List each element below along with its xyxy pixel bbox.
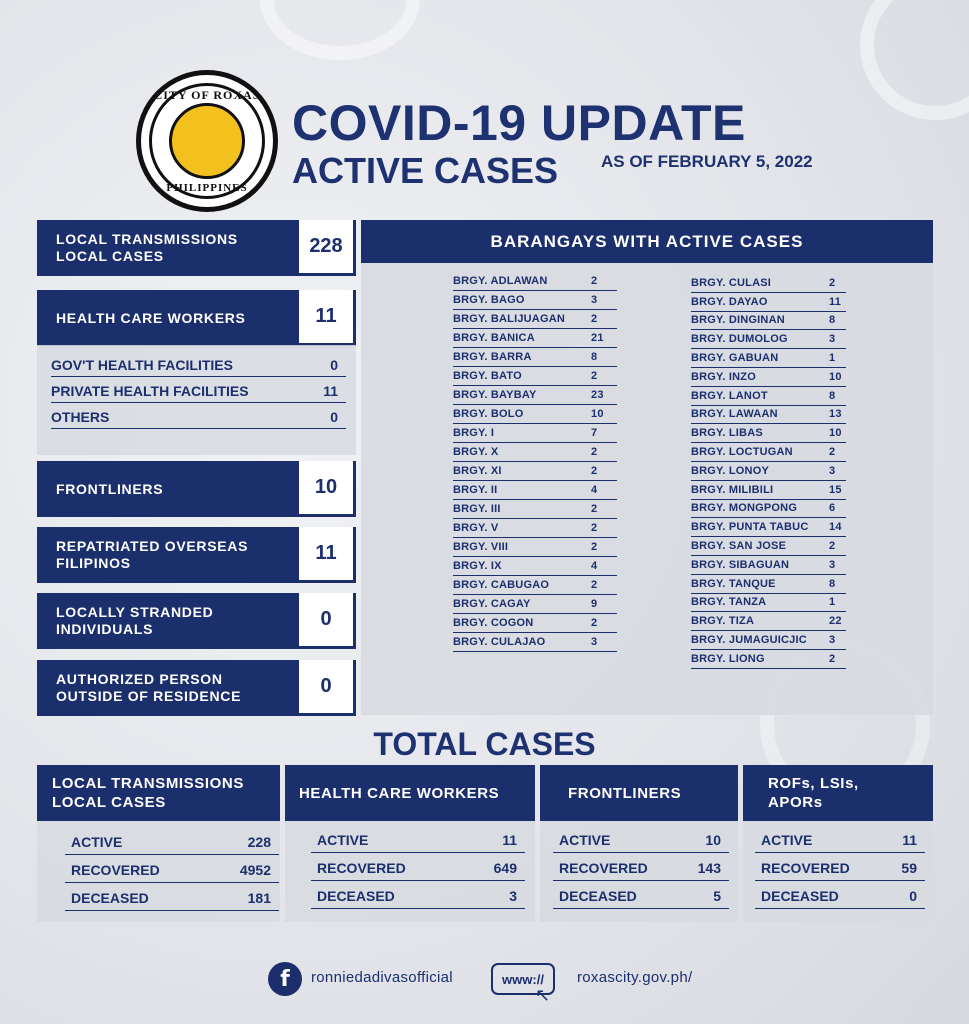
barangay-name: BRGY. LONOY	[691, 464, 769, 477]
barangay-row	[453, 500, 617, 519]
barangay-count: 3	[829, 464, 836, 477]
barangay-row	[691, 518, 846, 537]
total-row-deceased	[311, 883, 525, 909]
barangay-count: 2	[591, 275, 598, 287]
barangay-row	[691, 406, 846, 425]
barangay-row	[691, 594, 846, 613]
label-line: AUTHORIZED PERSON	[56, 671, 223, 687]
barangays-panel	[361, 220, 933, 715]
barangay-name: BRGY. BATO	[453, 370, 522, 382]
barangay-row	[691, 330, 846, 349]
row-label: DECEASED	[317, 887, 395, 904]
barangay-count: 8	[591, 351, 598, 363]
header-line: APORs	[768, 794, 823, 811]
barangay-row	[453, 443, 617, 462]
website-icon[interactable]: www://	[491, 963, 555, 995]
barangay-row	[453, 557, 617, 576]
barangay-row	[691, 293, 846, 312]
background-virus-shape	[260, 0, 420, 60]
breakdown-label: OTHERS	[51, 408, 110, 425]
barangay-row	[453, 595, 617, 614]
frontliners-value: 10	[299, 461, 356, 517]
row-label: DECEASED	[71, 889, 149, 906]
total-frontliners-panel	[540, 765, 738, 922]
total-row-recovered	[311, 855, 525, 881]
barangay-name: BRGY. INZO	[691, 370, 756, 383]
barangay-count: 3	[591, 294, 598, 306]
barangay-row	[453, 519, 617, 538]
barangay-row	[691, 424, 846, 443]
barangay-row	[453, 614, 617, 633]
row-label: ACTIVE	[317, 831, 369, 848]
barangay-row	[453, 329, 617, 348]
header-line: LOCAL CASES	[52, 794, 166, 811]
total-row-active	[65, 829, 279, 855]
total-row-recovered	[553, 855, 729, 881]
city-seal-logo	[136, 70, 278, 212]
barangay-row	[691, 500, 846, 519]
row-value: 0	[909, 887, 917, 904]
frontliners-label	[37, 461, 299, 517]
hcw-stat	[37, 290, 356, 346]
barangay-count: 15	[829, 483, 842, 496]
barangay-name: BRGY. DINGINAN	[691, 314, 785, 327]
barangay-row	[453, 481, 617, 500]
barangay-name: BRGY. MONGPONG	[691, 502, 798, 515]
barangays-heading: BARANGAYS WITH ACTIVE CASES	[361, 220, 933, 263]
total-local-panel	[37, 765, 280, 922]
row-value: 11	[502, 831, 517, 848]
barangay-name: BRGY. COGON	[453, 617, 534, 629]
barangay-count: 2	[591, 541, 598, 553]
total-hcw-header	[285, 765, 535, 821]
barangay-count: 2	[591, 465, 598, 477]
barangay-name: BRGY. LOCTUGAN	[691, 446, 793, 459]
barangay-row	[691, 312, 846, 331]
barangay-name: BRGY. DUMOLOG	[691, 333, 788, 346]
barangay-count: 8	[829, 314, 836, 327]
barangay-count: 2	[829, 446, 836, 459]
row-value: 10	[705, 831, 721, 848]
hcw-value: 11	[299, 290, 356, 346]
barangay-name: BRGY. GABUAN	[691, 352, 779, 365]
total-row-recovered	[755, 855, 925, 881]
facebook-handle-link[interactable]: ronniedadivasofficial	[311, 969, 453, 986]
barangay-count: 2	[829, 540, 836, 553]
row-label: RECOVERED	[559, 859, 648, 876]
barangay-name: BRGY. BANICA	[453, 332, 535, 344]
barangay-row	[691, 349, 846, 368]
barangay-row	[691, 650, 846, 669]
barangay-row	[691, 556, 846, 575]
barangay-row	[691, 481, 846, 500]
barangay-row	[453, 576, 617, 595]
row-label: RECOVERED	[317, 859, 406, 876]
barangay-name: BRGY. ADLAWAN	[453, 275, 548, 287]
apor-value: 0	[299, 660, 356, 716]
page-title: COVID-19 UPDATE	[292, 95, 746, 151]
barangay-name: BRGY. III	[453, 503, 501, 515]
frontliners-stat	[37, 461, 356, 517]
lsi-value: 0	[299, 593, 356, 649]
barangay-count: 2	[829, 652, 836, 665]
barangay-name: BRGY. TANQUE	[691, 577, 776, 590]
website-link[interactable]: roxascity.gov.ph/	[577, 969, 693, 986]
barangay-row	[691, 274, 846, 293]
barangay-name: BRGY. II	[453, 484, 498, 496]
row-label: ACTIVE	[71, 833, 123, 850]
apor-stat	[37, 660, 356, 716]
barangay-name: BRGY. BARRA	[453, 351, 532, 363]
facebook-icon[interactable]: f	[268, 962, 302, 996]
total-row-recovered	[65, 857, 279, 883]
barangay-name: BRGY. BALIJUAGAN	[453, 313, 565, 325]
total-cases-heading: TOTAL CASES	[373, 726, 596, 762]
total-frontliners-header	[540, 765, 738, 821]
hcw-label	[37, 290, 299, 346]
barangay-row	[453, 462, 617, 481]
barangay-count: 6	[829, 502, 836, 515]
label-line: LOCAL TRANSMISSIONS	[56, 231, 238, 247]
row-label: RECOVERED	[71, 861, 160, 878]
total-row-deceased	[65, 885, 279, 911]
label-line: HEALTH CARE WORKERS	[56, 309, 246, 326]
barangay-count: 2	[591, 370, 598, 382]
apor-label	[37, 660, 299, 716]
barangay-name: BRGY. CULASI	[691, 276, 772, 289]
breakdown-value: 0	[330, 356, 338, 373]
barangay-row	[691, 387, 846, 406]
breakdown-row	[51, 405, 346, 429]
barangay-name: BRGY. X	[453, 446, 499, 458]
barangay-count: 3	[829, 634, 836, 647]
barangay-name: BRGY. LIBAS	[691, 427, 763, 440]
barangay-row	[453, 367, 617, 386]
row-value: 143	[697, 859, 721, 876]
breakdown-value: 0	[330, 408, 338, 425]
barangay-row	[691, 368, 846, 387]
breakdown-row	[51, 379, 346, 403]
barangay-count: 4	[591, 560, 598, 572]
row-label: RECOVERED	[761, 859, 850, 876]
hcw-breakdown	[37, 345, 356, 455]
total-others-header	[743, 765, 933, 821]
barangay-count: 2	[591, 617, 598, 629]
barangay-count: 9	[591, 598, 598, 610]
total-row-deceased	[553, 883, 729, 909]
header-line: FRONTLINERS	[568, 784, 682, 802]
barangay-name: BRGY. LANOT	[691, 389, 768, 402]
barangay-row	[453, 424, 617, 443]
barangay-row	[453, 291, 617, 310]
barangay-count: 23	[591, 389, 604, 401]
barangay-row	[691, 443, 846, 462]
total-hcw-panel	[285, 765, 535, 922]
barangay-count: 10	[591, 408, 604, 420]
barangay-count: 8	[829, 577, 836, 590]
barangay-count: 7	[591, 427, 598, 439]
breakdown-label: PRIVATE HEALTH FACILITIES	[51, 382, 249, 399]
barangay-row	[453, 538, 617, 557]
barangay-name: BRGY. CABUGAO	[453, 579, 550, 591]
total-local-header	[37, 765, 280, 821]
barangay-count: 1	[829, 596, 836, 609]
barangay-count: 2	[591, 313, 598, 325]
barangay-name: BRGY. PUNTA TABUC	[691, 521, 809, 534]
barangay-name: BRGY. CULAJAO	[453, 636, 546, 648]
barangays-left-column	[453, 272, 617, 652]
barangay-row	[453, 633, 617, 652]
label-line: INDIVIDUALS	[56, 621, 154, 637]
barangay-row	[691, 462, 846, 481]
seal-top-text: CITY OF ROXAS	[153, 88, 261, 102]
total-row-deceased	[755, 883, 925, 909]
page-subtitle: ACTIVE CASES	[292, 150, 559, 191]
barangay-count: 10	[829, 370, 842, 383]
barangay-count: 21	[591, 332, 604, 344]
label-line: FRONTLINERS	[56, 480, 164, 497]
local-cases-stat	[37, 220, 356, 276]
barangay-count: 2	[591, 522, 598, 534]
label-line: LOCALLY STRANDED	[56, 604, 214, 620]
barangay-name: BRGY. DAYAO	[691, 295, 768, 308]
breakdown-value: 11	[323, 382, 338, 399]
row-label: DECEASED	[559, 887, 637, 904]
label-line: OUTSIDE OF RESIDENCE	[56, 688, 242, 704]
row-label: ACTIVE	[761, 831, 813, 848]
barangay-count: 22	[829, 615, 842, 628]
barangay-name: BRGY. LIONG	[691, 652, 765, 665]
label-line: FILIPINOS	[56, 555, 131, 571]
barangay-name: BRGY. LAWAAN	[691, 408, 778, 421]
barangay-count: 10	[829, 427, 842, 440]
barangay-row	[453, 405, 617, 424]
header-line: LOCAL TRANSMISSIONS	[52, 775, 244, 792]
row-label: ACTIVE	[559, 831, 611, 848]
barangay-name: BRGY. BAGO	[453, 294, 525, 306]
lsi-stat	[37, 593, 356, 649]
barangay-name: BRGY. BOLO	[453, 408, 524, 420]
barangay-name: BRGY. VIII	[453, 541, 509, 553]
barangay-count: 1	[829, 352, 836, 365]
barangay-row	[691, 537, 846, 556]
barangay-row	[453, 348, 617, 367]
header-line: HEALTH CARE WORKERS	[299, 784, 500, 802]
breakdown-label: GOV'T HEALTH FACILITIES	[51, 356, 233, 373]
barangay-count: 8	[829, 389, 836, 402]
barangay-count: 13	[829, 408, 842, 421]
barangay-name: BRGY. SAN JOSE	[691, 540, 787, 553]
barangays-right-column	[691, 274, 846, 669]
barangay-count: 3	[591, 636, 598, 648]
row-value: 59	[901, 859, 917, 876]
as-of-date: AS OF FEBRUARY 5, 2022	[601, 152, 813, 171]
lsi-label	[37, 593, 299, 649]
barangay-count: 4	[591, 484, 598, 496]
barangay-name: BRGY. I	[453, 427, 495, 439]
barangay-row	[691, 575, 846, 594]
seal-bottom-text: PHILIPPINES	[166, 182, 248, 194]
barangay-name: BRGY. SIBAGUAN	[691, 558, 790, 571]
barangay-row	[453, 386, 617, 405]
barangay-count: 2	[591, 503, 598, 515]
barangay-count: 2	[829, 276, 836, 289]
total-row-active	[755, 827, 925, 853]
barangay-row	[691, 612, 846, 631]
total-row-active	[311, 827, 525, 853]
barangay-name: BRGY. BAYBAY	[453, 389, 537, 401]
label-line: REPATRIATED OVERSEAS	[56, 538, 249, 554]
barangay-count: 2	[591, 446, 598, 458]
barangay-name: BRGY. TANZA	[691, 596, 767, 609]
barangay-row	[691, 631, 846, 650]
barangay-row	[453, 310, 617, 329]
barangay-row	[453, 272, 617, 291]
row-value: 5	[713, 887, 721, 904]
barangay-name: BRGY. JUMAGUICJIC	[691, 634, 807, 647]
barangay-name: BRGY. CAGAY	[453, 598, 531, 610]
barangay-count: 3	[829, 558, 836, 571]
total-row-active	[553, 827, 729, 853]
row-value: 4952	[239, 861, 271, 878]
barangay-name: BRGY. TIZA	[691, 615, 755, 628]
row-value: 11	[902, 831, 917, 848]
rof-label	[37, 527, 299, 583]
barangay-name: BRGY. V	[453, 522, 499, 534]
cursor-icon: ↖	[535, 985, 551, 1005]
local-cases-label	[37, 220, 299, 276]
rof-value: 11	[299, 527, 356, 583]
background-virus-shape	[860, 0, 969, 120]
row-value: 228	[247, 833, 271, 850]
row-value: 3	[509, 887, 517, 904]
total-others-panel	[743, 765, 933, 922]
breakdown-row	[51, 353, 346, 377]
row-label: DECEASED	[761, 887, 839, 904]
header-line: ROFs, LSIs,	[768, 775, 859, 792]
barangay-name: BRGY. XI	[453, 465, 502, 477]
barangay-count: 2	[591, 579, 598, 591]
barangay-count: 11	[829, 295, 842, 308]
seal-emblem	[169, 103, 245, 179]
barangay-count: 3	[829, 333, 836, 346]
local-cases-value: 228	[299, 220, 356, 276]
label-line: LOCAL CASES	[56, 248, 164, 264]
barangay-count: 14	[829, 521, 842, 534]
row-value: 181	[247, 889, 271, 906]
rof-stat	[37, 527, 356, 583]
barangay-name: BRGY. MILIBILI	[691, 483, 774, 496]
row-value: 649	[493, 859, 517, 876]
barangay-name: BRGY. IX	[453, 560, 502, 572]
